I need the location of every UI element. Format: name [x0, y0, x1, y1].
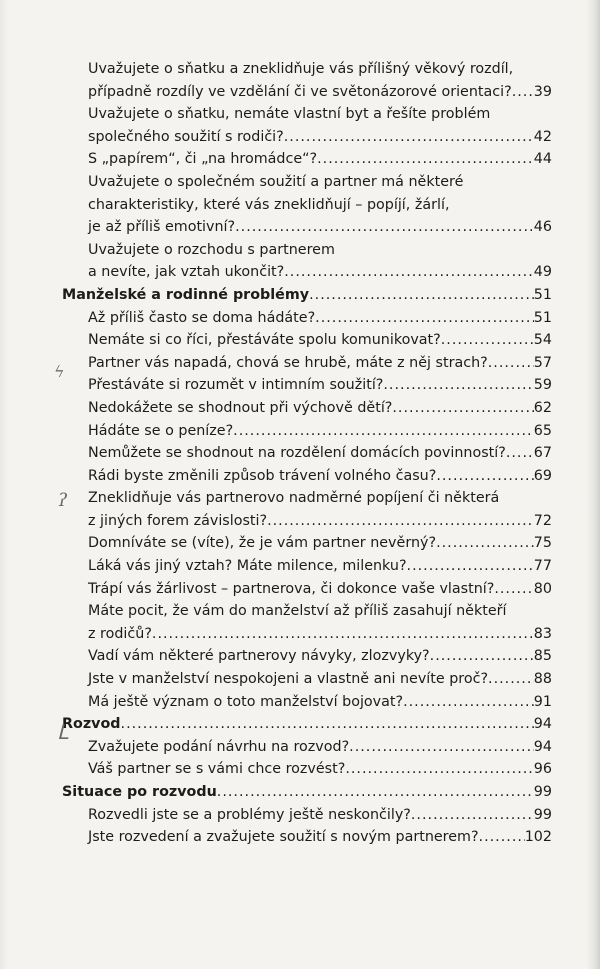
toc-entry-title: Láká vás jiný vztah? Máte milence, milenku? [88, 558, 407, 575]
page-left-edge [0, 0, 8, 969]
dot-leader [512, 81, 534, 104]
toc-entry-title: Manželské a rodinné problémy [62, 286, 310, 303]
toc-page-number: 49 [533, 264, 552, 281]
toc-entry [62, 758, 552, 781]
pencil-mark-2: ʔ [58, 490, 68, 511]
toc-page-number: 96 [533, 761, 552, 778]
toc-page-number: 59 [533, 377, 552, 394]
toc-entry [62, 148, 552, 171]
toc-entry-title: Nemůžete se shodnout na rozdělení domácích povinností? [88, 445, 506, 462]
toc-entry-title: případně rozdíly ve vzdělání či ve světonázorové orientaci? [88, 83, 512, 100]
dot-leader [284, 261, 534, 284]
dot-leader [345, 758, 533, 781]
pencil-mark-1: ϟ [54, 362, 65, 381]
toc-page-number: 85 [533, 648, 552, 665]
toc-page-number: 42 [533, 128, 552, 145]
toc-entry-title: a nevíte, jak vztah ukončit? [88, 264, 285, 281]
toc-section-heading [62, 781, 552, 804]
toc-entry [62, 374, 552, 397]
toc-section-heading [62, 284, 552, 307]
dot-leader [430, 645, 534, 668]
toc-entry-title: Partner vás napadá, chová se hrubě, máte z něj strach? [88, 354, 488, 371]
toc-page-number: 99 [533, 806, 552, 823]
toc-entry-title: je až příliš emotivní? [88, 219, 236, 236]
toc-entry-title: z jiných forem závislosti? [88, 512, 268, 529]
toc-page-number: 77 [533, 558, 552, 575]
dot-leader [436, 465, 533, 488]
dot-leader [494, 578, 533, 601]
toc-entry [62, 329, 552, 352]
toc-entry-title: Trápí vás žárlivost – partnerova, či dokonce vaše vlastní? [88, 580, 495, 597]
toc-entry [62, 691, 552, 714]
toc-entry [62, 623, 552, 646]
toc-entry [62, 532, 552, 555]
toc-page-number: 80 [533, 580, 552, 597]
toc-page-number: 102 [524, 829, 552, 846]
toc-entry-title: Nemáte si co říci, přestáváte spolu komunikovat? [88, 332, 441, 349]
dot-leader [315, 307, 534, 330]
toc-page-number: 88 [533, 671, 552, 688]
toc-entry [62, 645, 552, 668]
dot-leader [488, 352, 534, 375]
toc-entry [62, 261, 552, 284]
toc-entry [62, 307, 552, 330]
toc-entry-title: Jste v manželství nespokojeni a vlastně ani nevíte proč? [88, 671, 489, 688]
toc-page-number: 51 [533, 309, 552, 326]
toc-entry-title: Rozvedli jste se a problémy ještě neskončily? [88, 806, 411, 823]
dot-leader [436, 532, 534, 555]
pencil-mark-3: ᒪ [57, 720, 69, 744]
dot-leader [506, 442, 534, 465]
toc-page-number: 94 [533, 716, 552, 733]
toc-entry-line: charakteristiky, které vás zneklidňují – popíjí, žárlí, [88, 196, 450, 213]
dot-leader [217, 781, 534, 804]
dot-leader [284, 126, 534, 149]
toc-entry-title: Rádi byste změnili způsob trávení volného času? [88, 467, 437, 484]
toc-entry-line: Uvažujete o rozchodu s partnerem [88, 241, 335, 258]
dot-leader [349, 736, 534, 759]
dot-leader [121, 713, 534, 736]
dot-leader [479, 826, 525, 849]
dot-leader [152, 623, 534, 646]
toc-page-number: 69 [533, 467, 552, 484]
toc-entry [62, 352, 552, 375]
toc-entry-title: Domníváte se (víte), že je vám partner nevěrný? [88, 535, 437, 552]
toc-entry-title: Jste rozvedení a zvažujete soužití s novým partnerem? [88, 829, 479, 846]
toc-entry-title: Rozvod [62, 716, 121, 733]
toc-page-number: 51 [533, 286, 552, 303]
toc-entry [62, 804, 552, 827]
toc-entry-title: Má ještě význam o toto manželství bojovat? [88, 693, 404, 710]
toc-section-heading [62, 713, 552, 736]
toc-entry-title: Nedokážete se shodnout při výchově dětí? [88, 399, 393, 416]
toc-entry [62, 216, 552, 239]
toc-entry-title: Situace po rozvodu [62, 784, 217, 800]
toc-entry-title: Až příliš často se doma hádáte? [88, 309, 316, 326]
toc-page-number: 72 [533, 512, 552, 529]
dot-leader [235, 216, 534, 239]
toc-page-number: 39 [533, 83, 552, 100]
toc-entry [62, 81, 552, 104]
toc-entry [62, 668, 552, 691]
toc-page-number: 67 [533, 445, 552, 462]
toc-page-number: 75 [533, 535, 552, 552]
toc-entry [62, 465, 552, 488]
toc-entry [62, 420, 552, 443]
page-right-edge [586, 0, 600, 969]
toc-entry-title: Zvažujete podání návrhu na rozvod? [88, 738, 350, 755]
toc-entry [62, 578, 552, 601]
toc-entry-title: Hádáte se o peníze? [88, 422, 234, 439]
dot-leader [407, 555, 534, 578]
toc-page-number: 91 [533, 693, 552, 710]
toc-entry-line: Uvažujete o sňatku a zneklidňuje vás přílišný věkový rozdíl, [88, 61, 514, 77]
toc-entry-title: Vadí vám některé partnerovy návyky, zlozvyky? [88, 648, 430, 665]
toc-page-number: 44 [533, 151, 552, 168]
toc-page-number: 54 [533, 332, 552, 349]
toc-page-number: 57 [533, 354, 552, 371]
dot-leader [309, 284, 534, 307]
toc-entry [62, 442, 552, 465]
toc-page-number: 94 [533, 738, 552, 755]
toc-entry-line: Máte pocit, že vám do manželství až příliš zasahují někteří [88, 603, 507, 620]
toc-entry-line: Uvažujete o sňatku, nemáte vlastní byt a řešíte problém [88, 106, 491, 123]
dot-leader [233, 420, 534, 443]
toc-entry [62, 397, 552, 420]
toc-entry [62, 555, 552, 578]
toc-entry-title: S „papírem“, či „na hromádce“? [88, 151, 318, 168]
dot-leader [403, 691, 534, 714]
toc-entry-title: Váš partner se s vámi chce rozvést? [88, 761, 346, 778]
dot-leader [383, 374, 533, 397]
toc-entry [62, 736, 552, 759]
toc-entry-line: Zneklidňuje vás partnerovo nadměrné popíjení či některá [88, 490, 500, 507]
toc-entry-title: Přestáváte si rozumět v intimním soužití? [88, 377, 384, 394]
toc-page-number: 62 [533, 399, 552, 416]
dot-leader [411, 804, 534, 827]
dot-leader [267, 510, 534, 533]
dot-leader [317, 148, 534, 171]
toc-entry-line: Uvažujete o společném soužití a partner má některé [88, 173, 464, 190]
toc-entry-title: společného soužití s rodiči? [88, 128, 284, 145]
dot-leader [392, 397, 533, 420]
dot-leader [488, 668, 534, 691]
toc-entry-title: z rodičů? [88, 625, 152, 642]
toc-entry [62, 826, 552, 849]
toc-entry [62, 510, 552, 533]
toc-page-number: 65 [533, 422, 552, 439]
table-of-contents [62, 58, 552, 849]
toc-entry [62, 126, 552, 149]
toc-page-number: 99 [533, 784, 552, 800]
toc-page-number: 83 [533, 625, 552, 642]
dot-leader [441, 329, 534, 352]
toc-page-number: 46 [533, 219, 552, 236]
